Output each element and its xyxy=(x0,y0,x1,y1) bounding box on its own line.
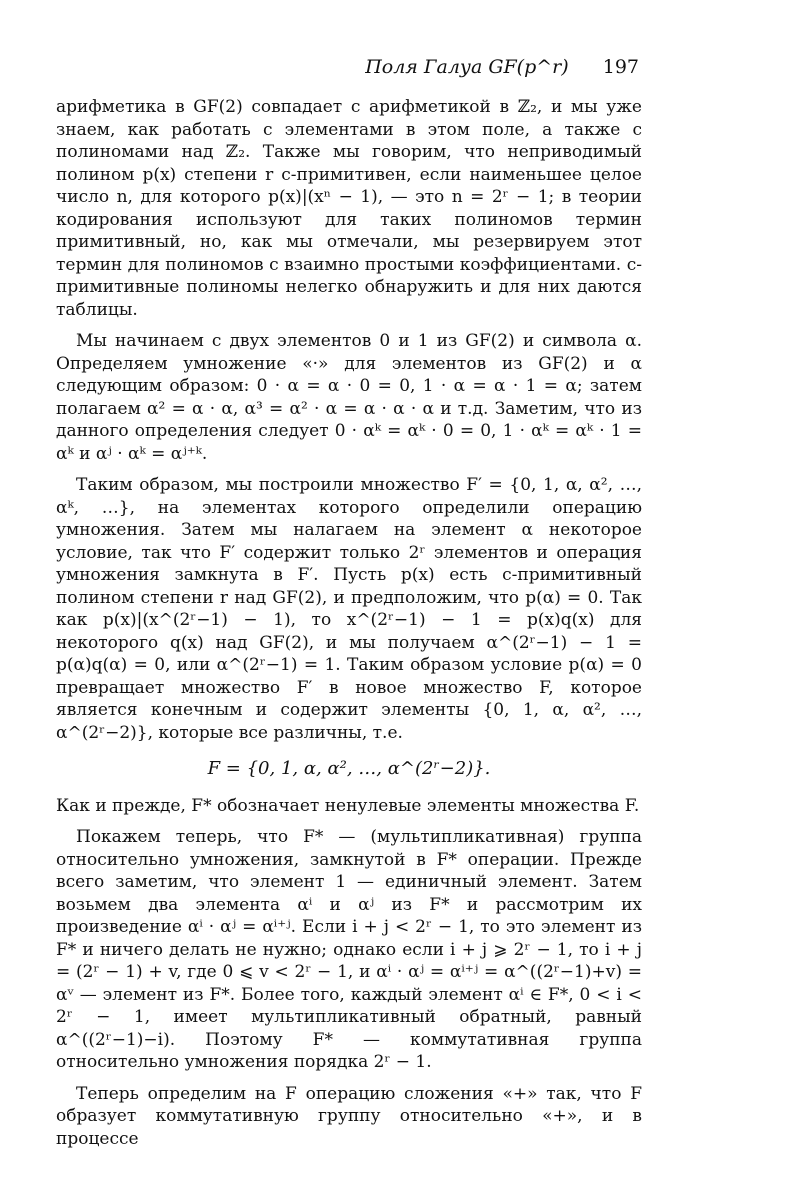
paragraph-group-proof: Покажем теперь, что F* — (мультипликативная) группа относительно умножения, замкнутой в F* операции. Прежде всего заметим, что элемент 1 — единичный элемент. Затем возьмем два элемента αⁱ и αʲ из F* и рассмотрим их произведение αⁱ · αʲ = αⁱ⁺ʲ. Если i + j < 2ʳ − 1, то это элемент из F* и ничего делать не нужно; однако если i + j ⩾ 2ʳ − 1, то i + j = (2ʳ − 1) + v, где 0 ⩽ v < 2ʳ − 1, и αⁱ · αʲ = αⁱ⁺ʲ = α^((2ʳ−1)+v) = αᵛ — элемент из F*. Более того, каждый элемент αⁱ ∈ F*, 0 < i < 2ʳ − 1, имеет мультипликативный обратный, равный α^((2ʳ−1)−i). Поэтому F* — коммутативная группа относительно умножения порядка 2ʳ − 1. xyxy=(56,827,642,1072)
paragraph-nonzero-elements: Как и прежде, F* обозначает ненулевые элементы множества F. xyxy=(56,795,640,816)
running-header xyxy=(365,56,639,78)
paragraph-continuation: арифметика в GF(2) совпадает с арифметикой в ℤ₂, и мы уже знаем, как работать с элементами в этом поле, а также с полиномами над ℤ₂. Также мы говорим, что неприводимый полином p(x) степени r c-примитивен, если наименьшее целое число n, для которого p(x)|(xⁿ − 1), — это n = 2ʳ − 1; в теории кодирования используют для таких полиномов термин примитивный, но, как мы отмечали, мы резервируем этот термин для полиномов с взаимно простыми коэффициентами. c-примитивные полиномы нелегко обнаружить и для них даются таблицы. xyxy=(56,97,642,320)
page-body xyxy=(56,96,642,1159)
paragraph-multiplication-definition: Мы начинаем с двух элементов 0 и 1 из GF(2) и символа α. Определяем умножение «·» для элементов из GF(2) и α следующим образом: 0 · α = α · 0 = 0, 1 · α = α · 1 = α; затем полагаем α² = α · α, α³ = α² · α = α · α · α и т.д. Заметим, что из данного определения следует 0 · αᵏ = αᵏ · 0 = 0, 1 · αᵏ = αᵏ · 1 = αᵏ и αʲ · αᵏ = αʲ⁺ᵏ. xyxy=(56,331,642,464)
display-formula-field: F = {0, 1, α, α², …, α^(2ʳ−2)}. xyxy=(207,758,491,779)
paragraph-addition: Теперь определим на F операцию сложения «+» так, что F образует коммутативную группу относительно «+», и в процессе xyxy=(56,1083,642,1149)
paragraph-set-construction: Таким образом, мы построили множество F′ = {0, 1, α, α², …, αᵏ, …}, на элементах которого определили операцию умножения. Затем мы налагаем на элемент α некоторое условие, так что F′ содержит только 2ʳ элементов и операция умножения замкнута в F′. Пусть p(x) есть c-примитивный полином степени r над GF(2), и предположим, что p(α) = 0. Так как p(x)|(x^(2ʳ−1) − 1), то x^(2ʳ−1) − 1 = p(x)q(x) для некоторого q(x) над GF(2), и мы получаем α^(2ʳ−1) − 1 = p(α)q(α) = 0, или α^(2ʳ−1) = 1. Таким образом условие p(α) = 0 превращает множество F′ в новое множество F, которое является конечным и содержит элементы {0, 1, α, α², …, α^(2ʳ−2)}, которые все различны, т.е. xyxy=(56,475,642,743)
running-title: Поля Галуа GF(p^r) xyxy=(365,56,569,78)
page-number: 197 xyxy=(602,56,639,78)
